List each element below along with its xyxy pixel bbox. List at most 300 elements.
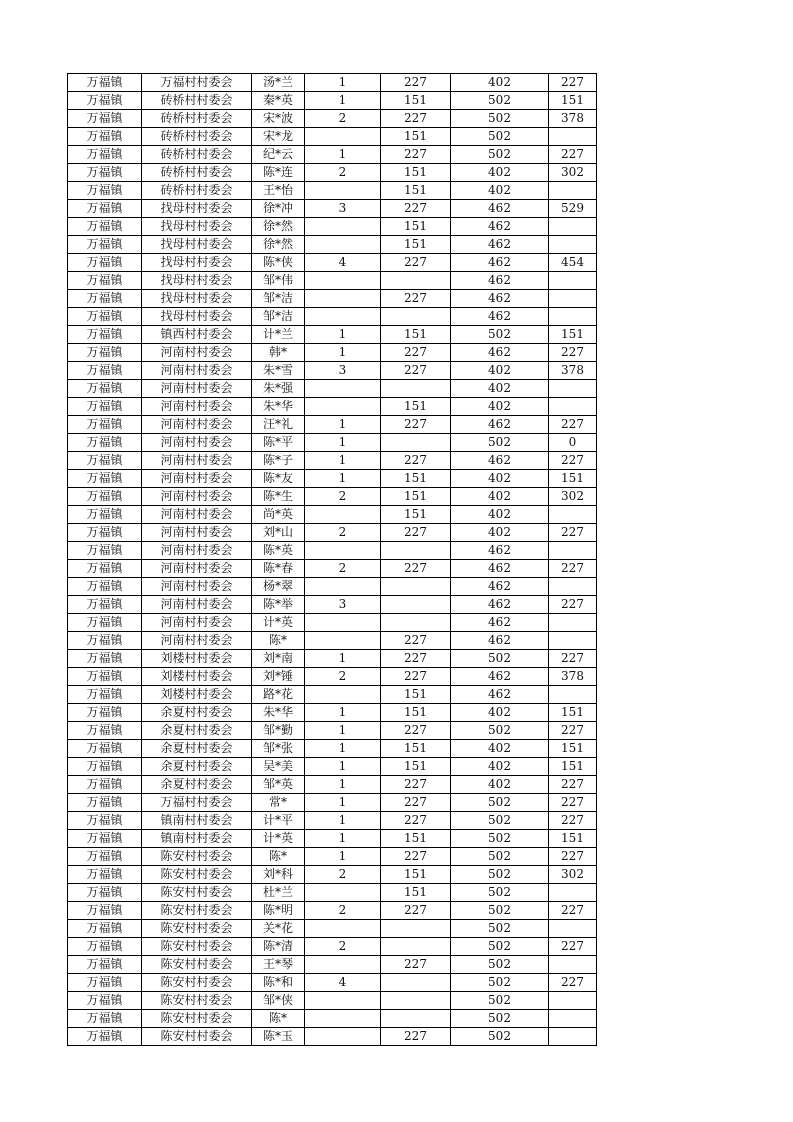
cell-person-name: 朱*强 bbox=[252, 380, 305, 398]
cell-value-a: 227 bbox=[381, 290, 451, 308]
cell-total: 227 bbox=[549, 794, 597, 812]
cell-town: 万福镇 bbox=[68, 290, 142, 308]
cell-count bbox=[305, 956, 381, 974]
cell-town: 万福镇 bbox=[68, 506, 142, 524]
cell-count bbox=[305, 1010, 381, 1028]
cell-town: 万福镇 bbox=[68, 938, 142, 956]
cell-person-name: 邹*侠 bbox=[252, 992, 305, 1010]
table-row bbox=[68, 722, 597, 740]
cell-person-name: 邹*勤 bbox=[252, 722, 305, 740]
cell-person-name: 陈*清 bbox=[252, 938, 305, 956]
cell-value-a bbox=[381, 272, 451, 290]
cell-person-name: 朱*雪 bbox=[252, 362, 305, 380]
cell-person-name: 陈* bbox=[252, 1010, 305, 1028]
cell-total bbox=[549, 398, 597, 416]
cell-town: 万福镇 bbox=[68, 434, 142, 452]
cell-town: 万福镇 bbox=[68, 776, 142, 794]
cell-value-b: 462 bbox=[451, 686, 549, 704]
cell-value-b: 462 bbox=[451, 254, 549, 272]
cell-value-a: 151 bbox=[381, 128, 451, 146]
cell-value-a: 151 bbox=[381, 506, 451, 524]
cell-person-name: 刘*科 bbox=[252, 866, 305, 884]
cell-value-a: 151 bbox=[381, 236, 451, 254]
cell-village-committee: 找母村村委会 bbox=[142, 218, 252, 236]
cell-value-a: 227 bbox=[381, 1028, 451, 1046]
cell-village-committee: 砖桥村村委会 bbox=[142, 110, 252, 128]
cell-village-committee: 河南村村委会 bbox=[142, 632, 252, 650]
cell-value-b: 502 bbox=[451, 974, 549, 992]
cell-total: 0 bbox=[549, 434, 597, 452]
cell-total: 151 bbox=[549, 830, 597, 848]
cell-count: 1 bbox=[305, 830, 381, 848]
table-row bbox=[68, 110, 597, 128]
cell-total: 227 bbox=[549, 74, 597, 92]
cell-person-name: 陈*生 bbox=[252, 488, 305, 506]
cell-town: 万福镇 bbox=[68, 848, 142, 866]
cell-count: 1 bbox=[305, 326, 381, 344]
table-row bbox=[68, 776, 597, 794]
table-row bbox=[68, 578, 597, 596]
cell-value-a bbox=[381, 992, 451, 1010]
cell-value-a bbox=[381, 308, 451, 326]
cell-value-b: 462 bbox=[451, 452, 549, 470]
cell-total: 378 bbox=[549, 110, 597, 128]
cell-total: 227 bbox=[549, 596, 597, 614]
cell-total bbox=[549, 614, 597, 632]
cell-town: 万福镇 bbox=[68, 884, 142, 902]
cell-total bbox=[549, 290, 597, 308]
table-row bbox=[68, 200, 597, 218]
cell-person-name: 纪*云 bbox=[252, 146, 305, 164]
cell-total: 378 bbox=[549, 362, 597, 380]
table-row bbox=[68, 254, 597, 272]
cell-total bbox=[549, 380, 597, 398]
cell-total: 227 bbox=[549, 146, 597, 164]
cell-count: 2 bbox=[305, 164, 381, 182]
cell-village-committee: 河南村村委会 bbox=[142, 362, 252, 380]
table-row bbox=[68, 344, 597, 362]
cell-total bbox=[549, 236, 597, 254]
cell-total: 227 bbox=[549, 776, 597, 794]
table-row bbox=[68, 218, 597, 236]
cell-count: 1 bbox=[305, 416, 381, 434]
cell-total: 302 bbox=[549, 866, 597, 884]
cell-value-a bbox=[381, 974, 451, 992]
table-row bbox=[68, 956, 597, 974]
cell-town: 万福镇 bbox=[68, 254, 142, 272]
cell-total bbox=[549, 182, 597, 200]
cell-value-a: 227 bbox=[381, 848, 451, 866]
cell-person-name: 陈*英 bbox=[252, 542, 305, 560]
cell-person-name: 陈*连 bbox=[252, 164, 305, 182]
cell-total bbox=[549, 272, 597, 290]
cell-person-name: 杜*兰 bbox=[252, 884, 305, 902]
cell-value-a: 227 bbox=[381, 110, 451, 128]
cell-value-a: 227 bbox=[381, 362, 451, 380]
cell-value-a: 151 bbox=[381, 164, 451, 182]
table-row bbox=[68, 434, 597, 452]
cell-value-b: 502 bbox=[451, 992, 549, 1010]
cell-value-b: 462 bbox=[451, 560, 549, 578]
cell-village-committee: 河南村村委会 bbox=[142, 596, 252, 614]
cell-village-committee: 万福村村委会 bbox=[142, 794, 252, 812]
cell-count bbox=[305, 128, 381, 146]
table-row bbox=[68, 128, 597, 146]
cell-total: 227 bbox=[549, 902, 597, 920]
cell-village-committee: 余夏村村委会 bbox=[142, 758, 252, 776]
cell-value-a bbox=[381, 380, 451, 398]
cell-village-committee: 余夏村村委会 bbox=[142, 704, 252, 722]
cell-value-a: 227 bbox=[381, 668, 451, 686]
table-row bbox=[68, 470, 597, 488]
cell-person-name: 邹*英 bbox=[252, 776, 305, 794]
cell-total: 227 bbox=[549, 812, 597, 830]
cell-total: 151 bbox=[549, 92, 597, 110]
cell-value-b: 502 bbox=[451, 434, 549, 452]
cell-town: 万福镇 bbox=[68, 452, 142, 470]
cell-value-b: 502 bbox=[451, 938, 549, 956]
cell-value-a bbox=[381, 920, 451, 938]
table-row bbox=[68, 920, 597, 938]
cell-town: 万福镇 bbox=[68, 560, 142, 578]
cell-value-b: 462 bbox=[451, 632, 549, 650]
cell-value-a: 227 bbox=[381, 74, 451, 92]
cell-person-name: 陈* bbox=[252, 632, 305, 650]
cell-value-b: 462 bbox=[451, 542, 549, 560]
table-row bbox=[68, 668, 597, 686]
cell-value-b: 402 bbox=[451, 398, 549, 416]
data-table bbox=[67, 73, 597, 1046]
cell-total: 529 bbox=[549, 200, 597, 218]
cell-total: 302 bbox=[549, 164, 597, 182]
cell-person-name: 刘*锤 bbox=[252, 668, 305, 686]
cell-value-b: 502 bbox=[451, 848, 549, 866]
cell-value-b: 502 bbox=[451, 830, 549, 848]
cell-count: 1 bbox=[305, 812, 381, 830]
table-row bbox=[68, 74, 597, 92]
cell-town: 万福镇 bbox=[68, 758, 142, 776]
cell-value-b: 462 bbox=[451, 668, 549, 686]
table-row bbox=[68, 326, 597, 344]
cell-value-a: 227 bbox=[381, 776, 451, 794]
cell-village-committee: 砖桥村村委会 bbox=[142, 182, 252, 200]
table-row bbox=[68, 506, 597, 524]
cell-town: 万福镇 bbox=[68, 110, 142, 128]
cell-value-b: 402 bbox=[451, 488, 549, 506]
cell-value-b: 502 bbox=[451, 722, 549, 740]
cell-value-b: 462 bbox=[451, 416, 549, 434]
cell-town: 万福镇 bbox=[68, 416, 142, 434]
cell-value-a bbox=[381, 434, 451, 452]
cell-town: 万福镇 bbox=[68, 704, 142, 722]
cell-value-b: 402 bbox=[451, 362, 549, 380]
cell-village-committee: 余夏村村委会 bbox=[142, 722, 252, 740]
cell-person-name: 韩* bbox=[252, 344, 305, 362]
cell-value-a: 151 bbox=[381, 866, 451, 884]
cell-value-b: 402 bbox=[451, 182, 549, 200]
cell-town: 万福镇 bbox=[68, 92, 142, 110]
cell-town: 万福镇 bbox=[68, 668, 142, 686]
cell-value-a bbox=[381, 542, 451, 560]
cell-value-b: 462 bbox=[451, 218, 549, 236]
cell-value-a: 151 bbox=[381, 740, 451, 758]
cell-person-name: 计*英 bbox=[252, 830, 305, 848]
cell-value-a: 151 bbox=[381, 218, 451, 236]
cell-village-committee: 镇西村村委会 bbox=[142, 326, 252, 344]
cell-village-committee: 找母村村委会 bbox=[142, 236, 252, 254]
cell-person-name: 陈*和 bbox=[252, 974, 305, 992]
cell-count: 2 bbox=[305, 560, 381, 578]
cell-value-b: 402 bbox=[451, 704, 549, 722]
cell-value-a bbox=[381, 1010, 451, 1028]
cell-person-name: 计*平 bbox=[252, 812, 305, 830]
cell-town: 万福镇 bbox=[68, 344, 142, 362]
cell-count: 1 bbox=[305, 758, 381, 776]
cell-person-name: 计*兰 bbox=[252, 326, 305, 344]
cell-value-b: 462 bbox=[451, 614, 549, 632]
table-row bbox=[68, 884, 597, 902]
table-row bbox=[68, 524, 597, 542]
cell-count: 1 bbox=[305, 704, 381, 722]
cell-town: 万福镇 bbox=[68, 380, 142, 398]
cell-village-committee: 陈安村村委会 bbox=[142, 884, 252, 902]
cell-value-a: 227 bbox=[381, 722, 451, 740]
table-row bbox=[68, 740, 597, 758]
cell-person-name: 秦*英 bbox=[252, 92, 305, 110]
cell-total bbox=[549, 308, 597, 326]
cell-town: 万福镇 bbox=[68, 632, 142, 650]
table-row bbox=[68, 182, 597, 200]
cell-value-b: 402 bbox=[451, 380, 549, 398]
cell-value-b: 502 bbox=[451, 110, 549, 128]
cell-value-b: 502 bbox=[451, 146, 549, 164]
cell-total: 227 bbox=[549, 848, 597, 866]
table-row bbox=[68, 848, 597, 866]
cell-count bbox=[305, 686, 381, 704]
cell-count bbox=[305, 992, 381, 1010]
cell-town: 万福镇 bbox=[68, 974, 142, 992]
cell-value-b: 462 bbox=[451, 578, 549, 596]
cell-total bbox=[549, 128, 597, 146]
cell-person-name: 朱*华 bbox=[252, 398, 305, 416]
cell-count: 1 bbox=[305, 434, 381, 452]
table-body bbox=[68, 74, 597, 1046]
cell-town: 万福镇 bbox=[68, 956, 142, 974]
cell-value-b: 462 bbox=[451, 344, 549, 362]
cell-person-name: 杨*翠 bbox=[252, 578, 305, 596]
cell-value-b: 462 bbox=[451, 200, 549, 218]
cell-person-name: 邹*张 bbox=[252, 740, 305, 758]
cell-count: 3 bbox=[305, 596, 381, 614]
cell-count: 1 bbox=[305, 452, 381, 470]
cell-village-committee: 陈安村村委会 bbox=[142, 1010, 252, 1028]
cell-person-name: 刘*山 bbox=[252, 524, 305, 542]
cell-total: 227 bbox=[549, 650, 597, 668]
table-row bbox=[68, 146, 597, 164]
cell-value-a bbox=[381, 578, 451, 596]
cell-value-a bbox=[381, 614, 451, 632]
cell-value-b: 502 bbox=[451, 812, 549, 830]
cell-total: 302 bbox=[549, 488, 597, 506]
cell-town: 万福镇 bbox=[68, 272, 142, 290]
cell-value-b: 462 bbox=[451, 236, 549, 254]
cell-total bbox=[549, 1010, 597, 1028]
cell-value-a: 151 bbox=[381, 398, 451, 416]
cell-value-b: 502 bbox=[451, 92, 549, 110]
cell-value-a bbox=[381, 596, 451, 614]
cell-town: 万福镇 bbox=[68, 182, 142, 200]
cell-village-committee: 余夏村村委会 bbox=[142, 740, 252, 758]
cell-town: 万福镇 bbox=[68, 722, 142, 740]
cell-total: 151 bbox=[549, 758, 597, 776]
cell-value-b: 402 bbox=[451, 524, 549, 542]
cell-total bbox=[549, 542, 597, 560]
cell-town: 万福镇 bbox=[68, 812, 142, 830]
cell-town: 万福镇 bbox=[68, 74, 142, 92]
cell-count bbox=[305, 920, 381, 938]
table-row bbox=[68, 290, 597, 308]
table-row bbox=[68, 308, 597, 326]
cell-town: 万福镇 bbox=[68, 398, 142, 416]
cell-value-b: 402 bbox=[451, 758, 549, 776]
cell-town: 万福镇 bbox=[68, 740, 142, 758]
table-row bbox=[68, 272, 597, 290]
cell-village-committee: 河南村村委会 bbox=[142, 614, 252, 632]
cell-value-b: 402 bbox=[451, 470, 549, 488]
cell-town: 万福镇 bbox=[68, 830, 142, 848]
cell-village-committee: 找母村村委会 bbox=[142, 200, 252, 218]
cell-town: 万福镇 bbox=[68, 902, 142, 920]
cell-value-a: 151 bbox=[381, 686, 451, 704]
table-row bbox=[68, 236, 597, 254]
cell-value-a: 227 bbox=[381, 812, 451, 830]
cell-person-name: 王*琴 bbox=[252, 956, 305, 974]
cell-person-name: 陈*玉 bbox=[252, 1028, 305, 1046]
cell-total: 227 bbox=[549, 938, 597, 956]
cell-value-a bbox=[381, 938, 451, 956]
cell-count bbox=[305, 506, 381, 524]
cell-town: 万福镇 bbox=[68, 524, 142, 542]
cell-count: 1 bbox=[305, 146, 381, 164]
table-row bbox=[68, 650, 597, 668]
cell-total bbox=[549, 920, 597, 938]
cell-town: 万福镇 bbox=[68, 488, 142, 506]
cell-person-name: 朱*华 bbox=[252, 704, 305, 722]
table-row bbox=[68, 416, 597, 434]
cell-value-a: 227 bbox=[381, 452, 451, 470]
cell-total: 151 bbox=[549, 470, 597, 488]
table-row bbox=[68, 164, 597, 182]
table-row bbox=[68, 452, 597, 470]
table-row bbox=[68, 704, 597, 722]
table-row bbox=[68, 686, 597, 704]
cell-village-committee: 河南村村委会 bbox=[142, 344, 252, 362]
cell-value-a: 227 bbox=[381, 344, 451, 362]
cell-value-a: 151 bbox=[381, 830, 451, 848]
cell-count: 2 bbox=[305, 866, 381, 884]
cell-village-committee: 陈安村村委会 bbox=[142, 920, 252, 938]
table-row bbox=[68, 614, 597, 632]
table-row bbox=[68, 632, 597, 650]
cell-value-a: 151 bbox=[381, 92, 451, 110]
cell-total: 378 bbox=[549, 668, 597, 686]
cell-total: 151 bbox=[549, 326, 597, 344]
cell-value-a: 227 bbox=[381, 146, 451, 164]
cell-village-committee: 砖桥村村委会 bbox=[142, 92, 252, 110]
cell-count: 1 bbox=[305, 848, 381, 866]
cell-town: 万福镇 bbox=[68, 164, 142, 182]
cell-village-committee: 陈安村村委会 bbox=[142, 848, 252, 866]
cell-value-a: 151 bbox=[381, 470, 451, 488]
cell-count: 1 bbox=[305, 722, 381, 740]
cell-total bbox=[549, 686, 597, 704]
cell-person-name: 常* bbox=[252, 794, 305, 812]
cell-person-name: 刘*南 bbox=[252, 650, 305, 668]
cell-count bbox=[305, 614, 381, 632]
cell-person-name: 徐*然 bbox=[252, 236, 305, 254]
cell-value-b: 402 bbox=[451, 776, 549, 794]
cell-value-b: 502 bbox=[451, 866, 549, 884]
cell-village-committee: 余夏村村委会 bbox=[142, 776, 252, 794]
cell-person-name: 尚*英 bbox=[252, 506, 305, 524]
cell-value-a: 227 bbox=[381, 956, 451, 974]
cell-value-a: 227 bbox=[381, 254, 451, 272]
cell-village-committee: 陈安村村委会 bbox=[142, 866, 252, 884]
cell-person-name: 陈* bbox=[252, 848, 305, 866]
cell-count: 2 bbox=[305, 668, 381, 686]
cell-town: 万福镇 bbox=[68, 128, 142, 146]
cell-count: 2 bbox=[305, 524, 381, 542]
cell-count: 1 bbox=[305, 92, 381, 110]
cell-count: 1 bbox=[305, 794, 381, 812]
cell-village-committee: 砖桥村村委会 bbox=[142, 146, 252, 164]
cell-total: 227 bbox=[549, 344, 597, 362]
cell-total: 151 bbox=[549, 704, 597, 722]
cell-value-b: 502 bbox=[451, 794, 549, 812]
cell-village-committee: 陈安村村委会 bbox=[142, 956, 252, 974]
cell-person-name: 陈*平 bbox=[252, 434, 305, 452]
cell-village-committee: 陈安村村委会 bbox=[142, 902, 252, 920]
cell-village-committee: 河南村村委会 bbox=[142, 380, 252, 398]
table-row bbox=[68, 560, 597, 578]
cell-village-committee: 河南村村委会 bbox=[142, 542, 252, 560]
cell-village-committee: 河南村村委会 bbox=[142, 470, 252, 488]
cell-total bbox=[549, 632, 597, 650]
cell-value-b: 502 bbox=[451, 902, 549, 920]
cell-village-committee: 找母村村委会 bbox=[142, 254, 252, 272]
cell-village-committee: 刘楼村村委会 bbox=[142, 650, 252, 668]
table-row bbox=[68, 542, 597, 560]
cell-value-a: 227 bbox=[381, 902, 451, 920]
cell-town: 万福镇 bbox=[68, 578, 142, 596]
cell-value-b: 502 bbox=[451, 326, 549, 344]
cell-town: 万福镇 bbox=[68, 146, 142, 164]
table-row bbox=[68, 488, 597, 506]
cell-town: 万福镇 bbox=[68, 326, 142, 344]
cell-value-b: 462 bbox=[451, 272, 549, 290]
cell-count bbox=[305, 398, 381, 416]
cell-person-name: 路*花 bbox=[252, 686, 305, 704]
cell-value-a: 227 bbox=[381, 632, 451, 650]
table-row bbox=[68, 1010, 597, 1028]
cell-value-b: 462 bbox=[451, 308, 549, 326]
cell-count bbox=[305, 578, 381, 596]
cell-person-name: 关*花 bbox=[252, 920, 305, 938]
cell-person-name: 邹*伟 bbox=[252, 272, 305, 290]
cell-count: 1 bbox=[305, 470, 381, 488]
cell-village-committee: 砖桥村村委会 bbox=[142, 128, 252, 146]
cell-village-committee: 河南村村委会 bbox=[142, 524, 252, 542]
